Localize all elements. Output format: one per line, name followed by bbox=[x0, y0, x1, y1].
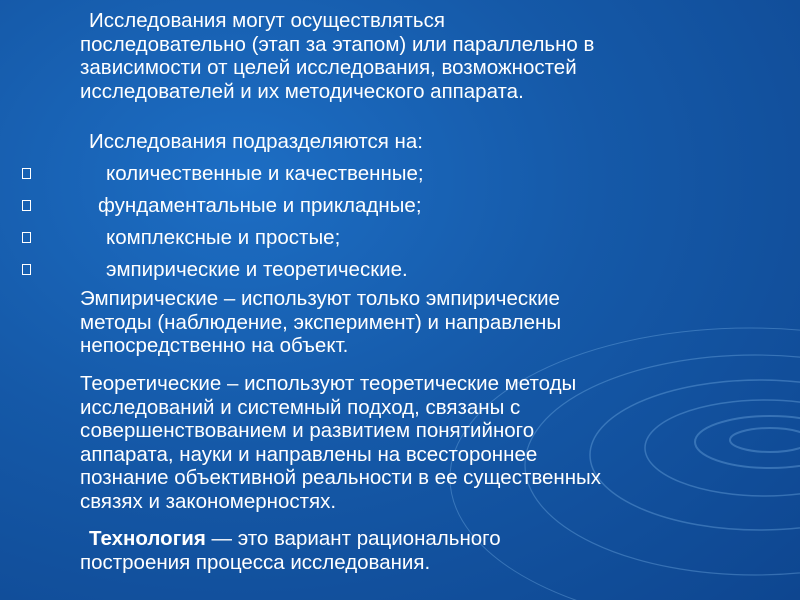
empirical-line: непосредственно на объект. bbox=[80, 334, 349, 357]
empirical-line: Эмпирические – используют только эмпирические bbox=[80, 287, 560, 310]
intro-line: зависимости от целей исследования, возможностей bbox=[80, 56, 577, 79]
list-item-text: комплексные и простые; bbox=[106, 226, 341, 249]
list-item bbox=[0, 194, 800, 218]
list-item-text: количественные и качественные; bbox=[106, 162, 424, 185]
theoretical-line: аппарата, науки и направлены на всестороннее bbox=[80, 442, 538, 466]
theoretical-line: связях и закономерностях. bbox=[80, 489, 337, 513]
technology-term: Технология bbox=[89, 527, 206, 550]
intro-paragraph bbox=[80, 9, 594, 103]
list-item bbox=[0, 162, 800, 186]
list-item bbox=[0, 226, 800, 250]
empirical-paragraph bbox=[80, 287, 561, 358]
subdivision-heading: Исследования подразделяются на: bbox=[89, 130, 423, 153]
missing-glyph-icon bbox=[21, 263, 31, 275]
technology-line bbox=[80, 527, 501, 551]
theoretical-line: исследований и системный подход, связаны с bbox=[80, 395, 521, 419]
technology-paragraph bbox=[80, 527, 501, 574]
missing-glyph-icon bbox=[21, 231, 31, 243]
list-item bbox=[0, 258, 800, 282]
missing-glyph-icon bbox=[21, 199, 31, 211]
technology-line: построения процесса исследования. bbox=[80, 550, 431, 574]
technology-definition: — это вариант рационального bbox=[205, 527, 501, 550]
intro-line: исследователей и их методического аппарата. bbox=[80, 79, 524, 103]
intro-line: последовательно (этап за этапом) или параллельно в bbox=[80, 32, 595, 56]
list-item-text: эмпирические и теоретические. bbox=[106, 258, 408, 281]
theoretical-line: совершенствованием и развитием понятийного bbox=[80, 419, 535, 442]
empirical-line: методы (наблюдение, эксперимент) и направлены bbox=[80, 310, 562, 334]
theoretical-line: познание объективной реальности в ее существенных bbox=[80, 466, 602, 489]
missing-glyph-icon bbox=[21, 167, 31, 179]
list-item-text: фундаментальные и прикладные; bbox=[98, 194, 422, 217]
intro-line: Исследования могут осуществляться bbox=[89, 9, 445, 32]
theoretical-line: Теоретические – используют теоретические методы bbox=[80, 372, 577, 395]
theoretical-paragraph bbox=[80, 372, 601, 513]
